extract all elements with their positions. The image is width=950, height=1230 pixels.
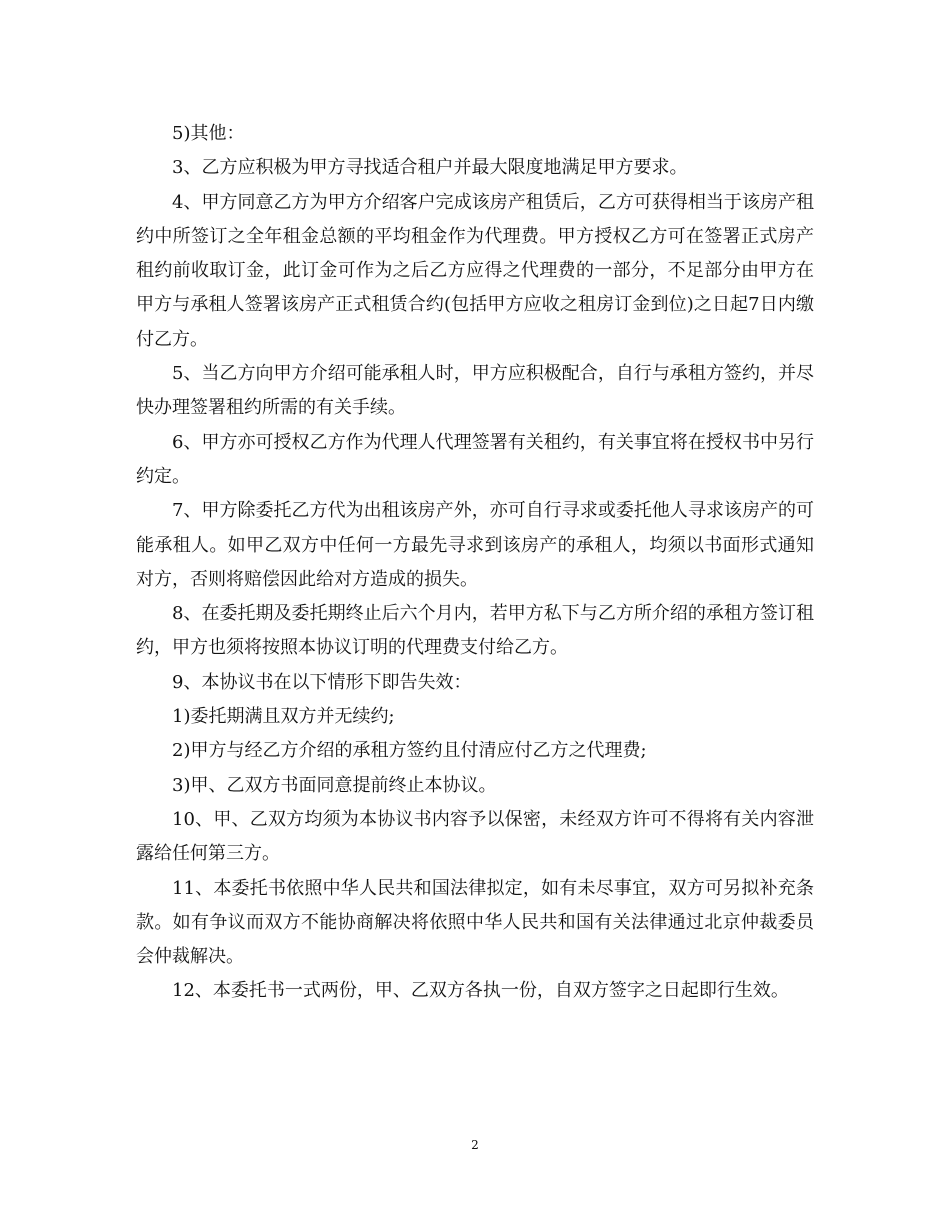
paragraph-clause-8: 8、在委托期及委托期终止后六个月内，若甲方私下与乙方所介绍的承租方签订租约，甲方也须将按照本协议订明的代理费支付给乙方。	[136, 603, 814, 659]
paragraph-clause-9-item-3: 3)甲、乙双方书面同意提前终止本协议。	[172, 774, 497, 796]
document-body	[136, 117, 814, 1009]
paragraph-clause-5: 5、当乙方向甲方介绍可能承租人时，甲方应积极配合，自行与承租方签约，并尽快办理签署租约所需的有关手续。	[136, 363, 814, 419]
paragraph-clause-9: 9、本协议书在以下情形下即告失效：	[172, 671, 472, 693]
paragraph-item-5-other: 5)其他：	[172, 123, 245, 144]
paragraph-clause-4: 4、甲方同意乙方为甲方介绍客户完成该房产租赁后，乙方可获得相当于该房产租约中所签订之全年租金总额的平均租金作为代理费。甲方授权乙方可在签署正式房产租约前收取订金，此订金可作为之后乙方应得之代理费的一部分，不足部分由甲方在甲方与承租人签署该房产正式租赁合约(包括甲方应收之租房订金到位)之日起7日内缴付乙方。	[136, 191, 814, 350]
paragraph-clause-3: 3、乙方应积极为甲方寻找适合租户并最大限度地满足甲方要求。	[172, 157, 688, 179]
paragraph-clause-6: 6、甲方亦可授权乙方作为代理人代理签署有关租约，有关事宜将在授权书中另行约定。	[136, 431, 814, 487]
page-number: 2	[471, 1138, 479, 1152]
paragraph-clause-12: 12、本委托书一式两份，甲、乙双方各执一份，自双方签字之日起即行生效。	[172, 980, 789, 1002]
paragraph-clause-10: 10、甲、乙双方均须为本协议书内容予以保密，未经双方许可不得将有关内容泄露给任何第三方。	[136, 808, 814, 865]
paragraph-clause-7: 7、甲方除委托乙方代为出租该房产外，亦可自行寻求或委托他人寻求该房产的可能承租人。如甲乙双方中任何一方最先寻求到该房产的承租人，均须以书面形式通知对方，否则将赔偿因此给对方造成的损失。	[136, 500, 814, 590]
paragraph-clause-11: 11、本委托书依照中华人民共和国法律拟定，如有未尽事宜，双方可另拟补充条款。如有争议而双方不能协商解决将依照中华人民共和国有关法律通过北京仲裁委员会仲裁解决。	[136, 877, 814, 968]
paragraph-clause-9-item-1: 1)委托期满且双方并无续约;	[172, 706, 395, 728]
paragraph-clause-9-item-2: 2)甲方与经乙方介绍的承租方签约且付清应付乙方之代理费;	[172, 740, 647, 762]
